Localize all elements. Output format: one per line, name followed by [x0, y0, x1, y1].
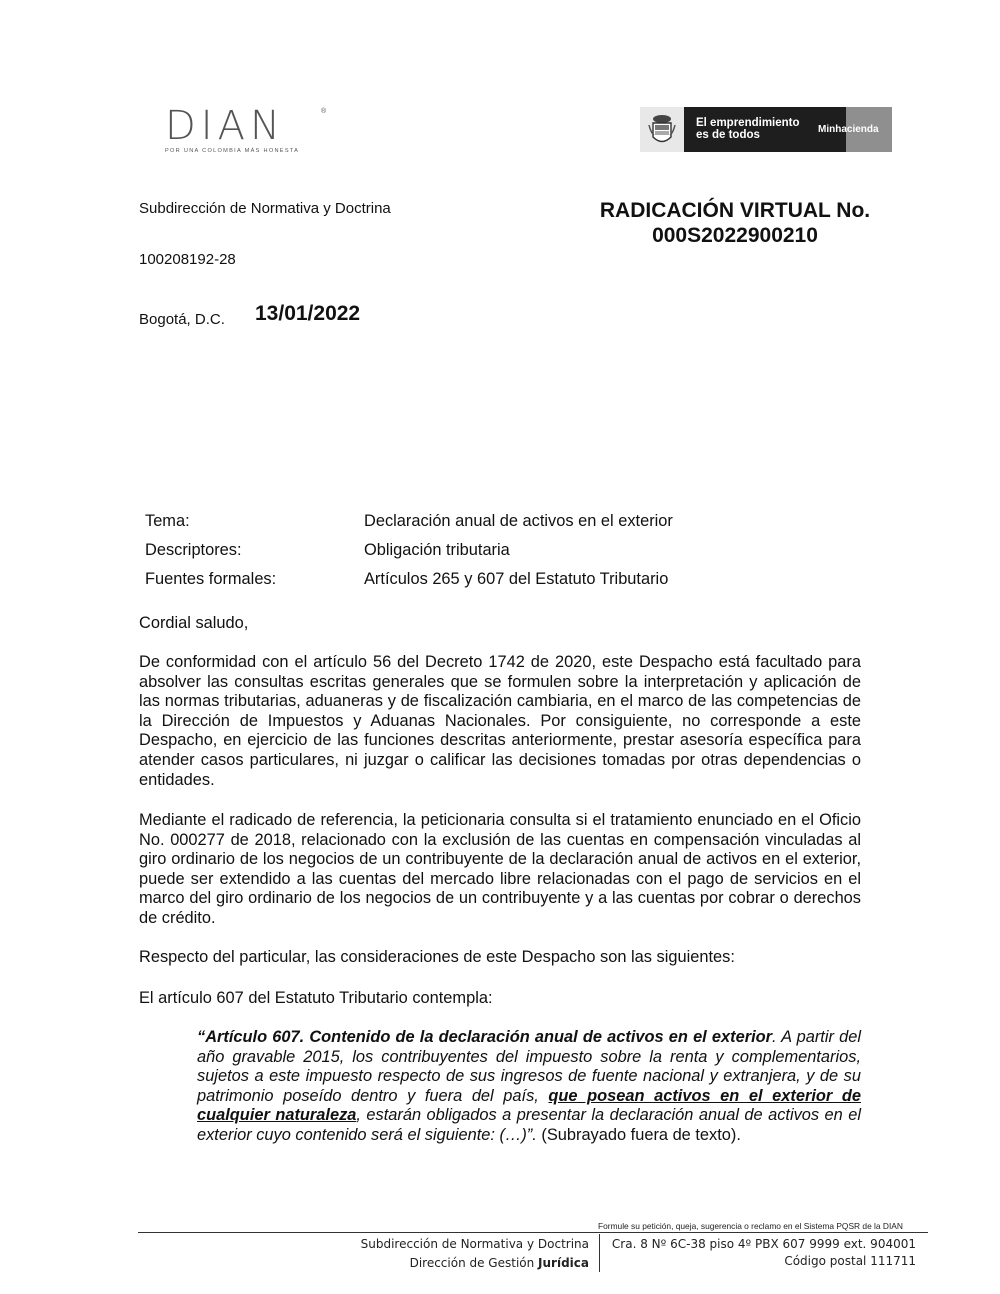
quote-title: “Artículo 607. Contenido de la declaración anual de activos en el exterior [197, 1028, 773, 1046]
article-quote [197, 1028, 861, 1146]
registered-mark-icon: ® [321, 108, 327, 115]
dian-logo [165, 103, 327, 154]
meta-label-descriptores: Descriptores: [145, 541, 242, 559]
radicacion-number: RADICACIÓN VIRTUAL No. 000S2022900210 [599, 199, 871, 247]
meta-value-tema: Declaración anual de activos en el exterior [364, 512, 673, 530]
footer-office: Subdirección de Normativa y Doctrina [360, 1237, 589, 1251]
meta-label-tema: Tema: [145, 512, 190, 530]
footer-pqsr-note: Formule su petición, queja, sugerencia o reclamo en el Sistema PQSR de la DIAN [598, 1221, 903, 1231]
paragraph-3: Respecto del particular, las consideraciones de este Despacho son las siguientes: [139, 948, 735, 966]
footer-address: Cra. 8 Nº 6C-38 piso 4º PBX 607 9999 ext. 904001 [611, 1237, 916, 1251]
letter-date: 13/01/2022 [255, 302, 361, 325]
ministry-name: Minhacienda [818, 124, 879, 135]
dian-wordmark: DIAN [165, 103, 285, 149]
paragraph-1: De conformidad con el artículo 56 del Decreto 1742 de 2020, este Despacho está facultado para absolver las consultas escritas generales que se formulen sobre la interpretación y aplicación de las normas tributarias, aduaneras y de fiscalización cambiaria, en el marco de las competencias de la Dirección de Impuestos y Aduanas Nacionales. Por consiguiente, no corresponde a este Despacho, en ejercicio de las funciones descritas anteriormente, prestar asesoría específica para atender casos particulares, ni juzgar o calificar las decisiones tomadas por otras dependencias o entidades. [139, 653, 861, 789]
slogan-text: El emprendimiento es de todos [696, 117, 800, 141]
quote-note: (Subrayado fuera de texto). [536, 1125, 741, 1144]
meta-value-descriptores: Obligación tributaria [364, 541, 510, 559]
quote-underlined: que posean activos en el exterior de cualquier naturaleza [197, 1086, 861, 1125]
footer-postal: Código postal 111711 [784, 1254, 916, 1268]
minhacienda-logo [640, 107, 892, 152]
dian-tagline: POR UNA COLOMBIA MÁS HONESTA [165, 148, 300, 154]
paragraph-4: El artículo 607 del Estatuto Tributario contempla: [139, 989, 493, 1007]
footer-vertical-divider [599, 1234, 600, 1272]
meta-value-fuentes: Artículos 265 y 607 del Estatuto Tributario [364, 570, 669, 588]
reference-number: 100208192-28 [139, 251, 236, 268]
quote-text-b: , estarán obligados a presentar la declaración anual de activos en el exterior cuyo contenido será el siguiente: (…)”. [197, 1106, 861, 1144]
footer-direction: Dirección de Gestión Jurídica [409, 1256, 589, 1270]
footer-divider [138, 1232, 928, 1233]
office-name: Subdirección de Normativa y Doctrina [139, 200, 391, 217]
coat-of-arms-icon [648, 113, 676, 147]
city: Bogotá, D.C. [139, 311, 225, 328]
greeting: Cordial saludo, [139, 614, 249, 632]
meta-label-fuentes: Fuentes formales: [145, 570, 277, 588]
paragraph-2: Mediante el radicado de referencia, la peticionaria consulta si el tratamiento enunciado en el Oficio No. 000277 de 2018, relacionado con la exclusión de las cuentas en compensación vinculadas al giro ordinario de los negocios de un contribuyente de la declaración anual de activos en el exterior, puede ser extendido a las cuentas del mercado libre relacionadas con el pago de servicios en el marco del giro ordinario de los negocios de un contribuyente y a las cuentas por cobrar o derechos de crédito. [139, 811, 861, 927]
quote-text-a: . A partir del año gravable 2015, los contribuyentes del impuesto sobre la renta y complementarios, sujetos a este impuesto respecto de sus ingresos de fuente nacional y extranjera, y de su patrimonio poseído dentro y fuera del país, [197, 1028, 861, 1105]
